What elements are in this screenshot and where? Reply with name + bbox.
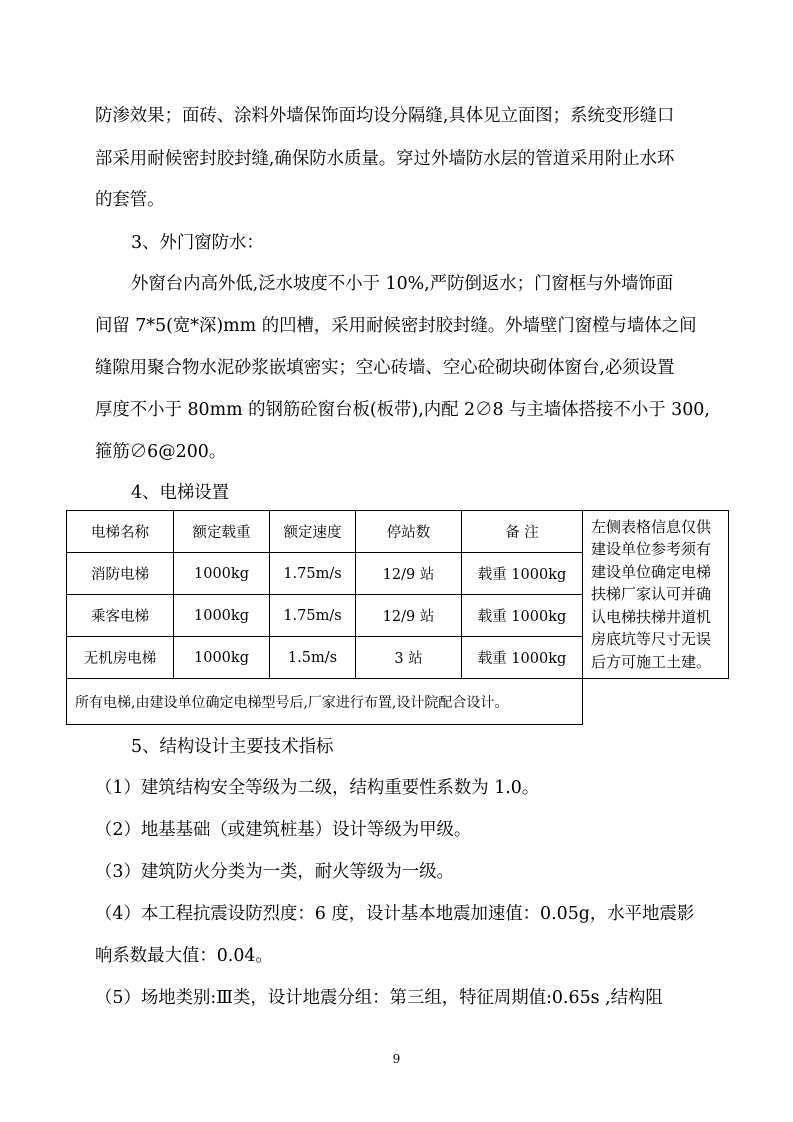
spec-item-5: （5）场地类别:Ⅲ类，设计地震分组：第三组，特征周期值:0.65s ,结构阻 xyxy=(95,988,663,1008)
table-cell: 1.75m/s xyxy=(270,595,356,637)
spec-item-4-cont: 响系数最大值：0.04。 xyxy=(95,946,273,966)
table-cell: 12/9 站 xyxy=(356,553,462,595)
paragraph-line: 间留 7*5(宽*深)mm 的凹槽，采用耐候密封胶封缝。外墙壁门窗樘与墙体之间 xyxy=(95,316,697,336)
table-cell: 载重 1000kg xyxy=(462,595,583,637)
header-cell: 额定载重 xyxy=(174,511,270,553)
table-cell: 1000kg xyxy=(174,637,270,679)
paragraph-line: 部采用耐候密封胶封缝,确保防水质量。穿过外墙防水层的管道采用附止水环 xyxy=(95,149,675,169)
page-number: 9 xyxy=(392,1052,401,1066)
paragraph-line: 的套管。 xyxy=(95,190,165,210)
header-cell: 停站数 xyxy=(356,511,462,553)
table-cell: 1000kg xyxy=(174,553,270,595)
table-header-row xyxy=(67,511,729,553)
paragraph-line: 防渗效果；面砖、涂料外墙保饰面均设分隔缝,具体见立面图；系统变形缝口 xyxy=(95,106,675,126)
table-footer-cell: 所有电梯,由建设单位确定电梯型号后,厂家进行布置,设计院配合设计。 xyxy=(67,679,583,725)
side-note-cell: 左侧表格信息仅供建设单位参考须有建设单位确定电梯扶梯厂家认可并确认电梯扶梯井道机房底坑等尺寸无误后方可施工土建。 xyxy=(583,511,729,679)
table-footer-row xyxy=(67,679,729,725)
table-cell: 1.5m/s xyxy=(270,637,356,679)
table-cell: 载重 1000kg xyxy=(462,553,583,595)
spec-item-1: （1）建筑结构安全等级为二级，结构重要性系数为 1.0。 xyxy=(95,778,540,798)
section-heading-5: 5、结构设计主要技术指标 xyxy=(131,737,334,757)
spec-item-3: （3）建筑防火分类为一类，耐火等级为一级。 xyxy=(95,862,454,882)
table-cell: 消防电梯 xyxy=(67,553,174,595)
table-cell: 3 站 xyxy=(356,637,462,679)
header-cell: 电梯名称 xyxy=(67,511,174,553)
paragraph-line: 缝隙用聚合物水泥砂浆嵌填密实；空心砖墙、空心砼砌块砌体窗台,必须设置 xyxy=(95,358,675,378)
header-cell: 备 注 xyxy=(462,511,583,553)
table-cell: 1000kg xyxy=(174,595,270,637)
paragraph-line: 外窗台内高外低,泛水坡度不小于 10%,严防倒返水；门窗框与外墙饰面 xyxy=(131,274,674,294)
table-cell: 无机房电梯 xyxy=(67,637,174,679)
paragraph-line: 厚度不小于 80mm 的钢筋砼窗台板(板带),内配 2∅8 与主墙体搭接不小于 300, xyxy=(95,400,710,420)
paragraph-line: 箍筋∅6@200。 xyxy=(95,442,227,462)
spec-item-2: （2）地基基础（或建筑桩基）设计等级为甲级。 xyxy=(95,820,472,840)
spec-item-4: （4）本工程抗震设防烈度：6 度，设计基本地震加速值：0.05g，水平地震影 xyxy=(95,904,695,924)
header-cell: 额定速度 xyxy=(270,511,356,553)
table-cell: 乘客电梯 xyxy=(67,595,174,637)
table-cell: 12/9 站 xyxy=(356,595,462,637)
elevator-table xyxy=(66,510,729,725)
table-cell: 1.75m/s xyxy=(270,553,356,595)
table-cell: 载重 1000kg xyxy=(462,637,583,679)
section-heading-4: 4、电梯设置 xyxy=(131,483,230,503)
section-heading-3: 3、外门窗防水： xyxy=(131,233,264,253)
